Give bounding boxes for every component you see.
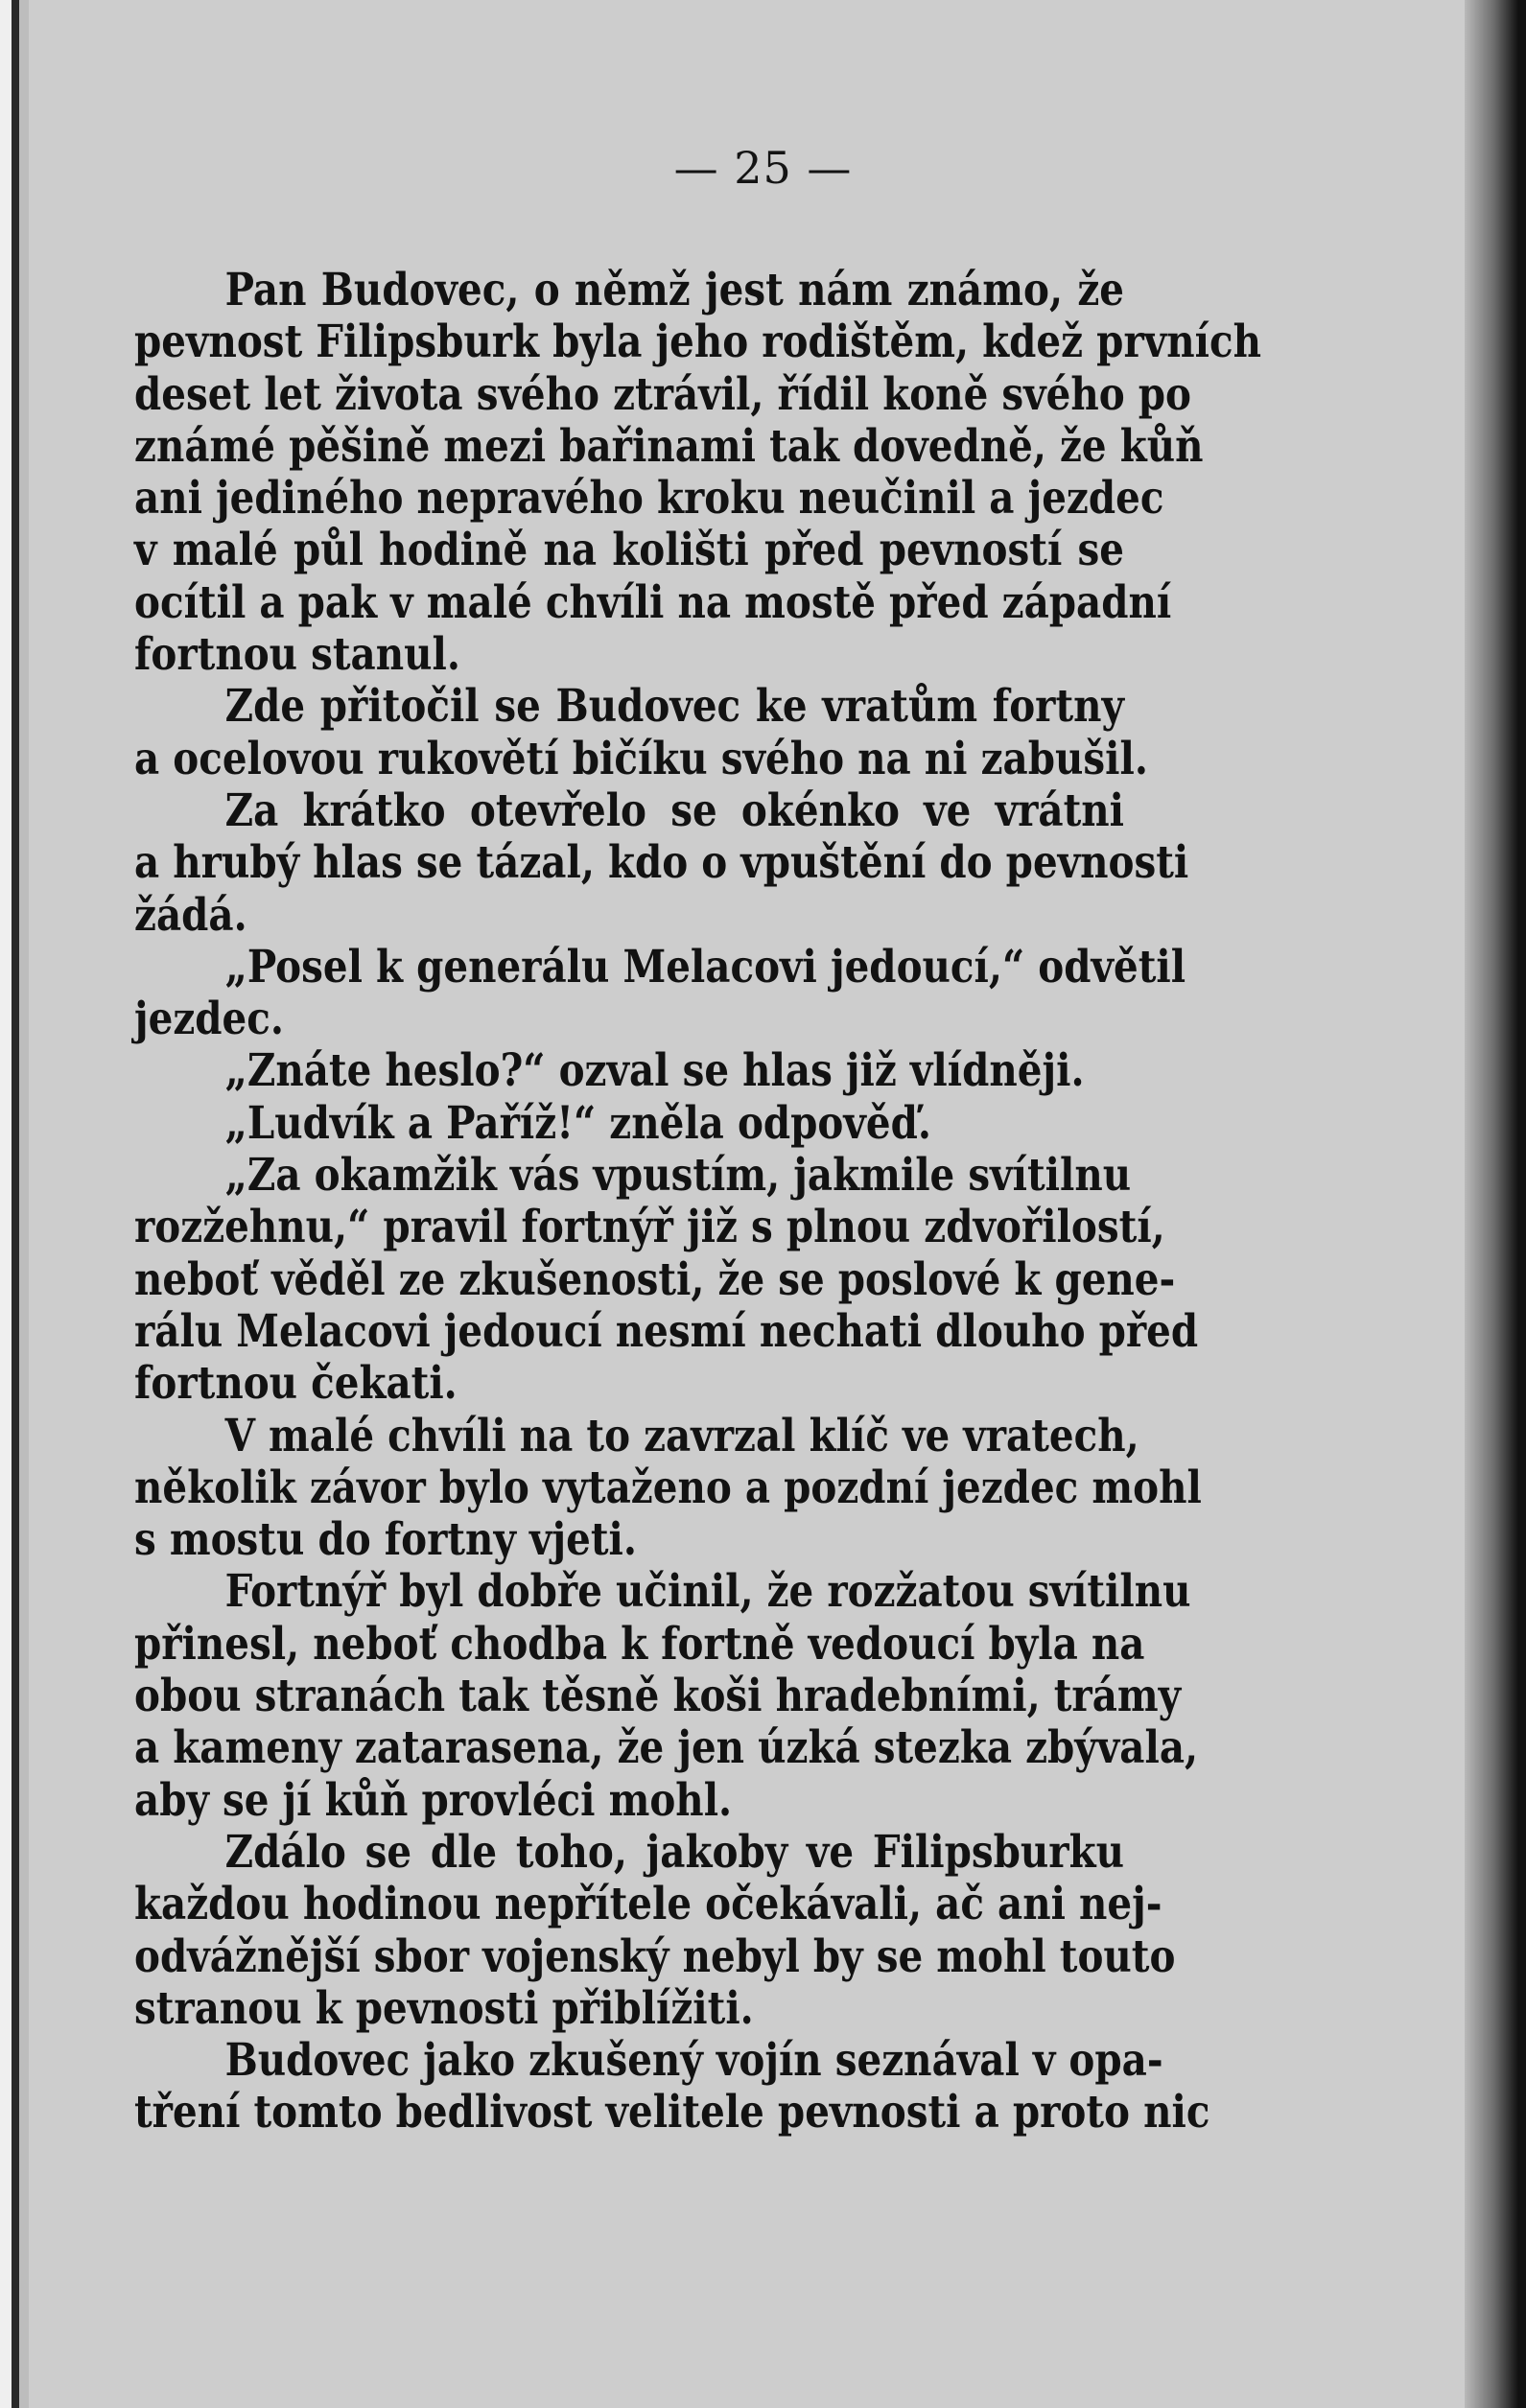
text-line: aby se jí kůň provléci mohl. — [134, 1773, 733, 1827]
text-line: každou hodinou nepřítele očekávali, ač ani nej- — [134, 1878, 1162, 1931]
page-left-edge — [0, 0, 29, 2408]
text-line: rozžehnu,“ pravil fortnýř již s plnou zdvořilostí, — [134, 1201, 1165, 1254]
text-line: V malé chvíli na to zavrzal klíč ve vratech, — [224, 1409, 1139, 1462]
text-line: a ocelovou rukovětí bičíku svého na ni zabušil. — [134, 732, 1148, 785]
text-line: tření tomto bedlivost velitele pevnosti a proto nic — [134, 2086, 1210, 2139]
text-line: Zde přitočil se Budovec ke vratům fortny — [224, 680, 1125, 734]
body-text — [134, 264, 1261, 2139]
text-line: fortnou stanul. — [134, 628, 460, 682]
text-line: „Za okamžik vás vpustím, jakmile svítilnu — [224, 1149, 1132, 1203]
text-line: neboť věděl ze zkušenosti, že se poslové k gene- — [134, 1252, 1176, 1306]
text-line: rálu Melacovi jedoucí nesmí nechati dlouho před — [134, 1304, 1199, 1358]
text-line: Za krátko otevřelo se okénko ve vrátni — [224, 783, 1125, 837]
text-line: jezdec. — [134, 993, 284, 1046]
text-line: ani jediného nepravého kroku neučinil a jezdec — [134, 472, 1164, 526]
text-line: deset let života svého ztrávil, řídil koně svého po — [134, 367, 1191, 421]
text-line: známé pěšině mezi bařinami tak dovedně, že kůň — [134, 419, 1204, 473]
text-line: pevnost Filipsburk byla jeho rodištěm, kdež prvních — [134, 316, 1261, 369]
text-line: v malé půl hodině na kolišti před pevností se — [134, 524, 1124, 577]
page-right-edge — [1465, 0, 1526, 2408]
text-line: s mostu do fortny vjeti. — [134, 1513, 637, 1567]
text-line: „Ludvík a Paříž!“ zněla odpověď. — [224, 1096, 931, 1150]
text-line: odvážnější sbor vojenský nebyl by se mohl touto — [134, 1929, 1176, 1983]
text-line: „Znáte heslo?“ ozval se hlas již vlídněji. — [224, 1044, 1085, 1098]
text-line: Fortnýř byl dobře učinil, že rozžatou svítilnu — [224, 1565, 1191, 1619]
text-line: obou stranách tak těsně koši hradebními, trámy — [134, 1670, 1182, 1723]
text-line: a kameny zatarasena, že jen úzká stezka zbývala, — [134, 1721, 1199, 1775]
text-line: přinesl, neboť chodba k fortně vedoucí byla na — [134, 1617, 1145, 1671]
text-line: Zdálo se dle toho, jakoby ve Filipsburku — [224, 1825, 1125, 1879]
text-line: stranou k pevnosti přiblížiti. — [134, 1981, 754, 2035]
text-line: ocítil a pak v malé chvíli na mostě před západní — [134, 575, 1172, 629]
text-line: a hrubý hlas se tázal, kdo o vpuštění do pevnosti — [134, 836, 1189, 890]
text-line: „Posel k generálu Melacovi jedoucí,“ odvětil — [224, 940, 1186, 994]
text-line: žádá. — [134, 888, 247, 942]
page-number: — 25 — — [673, 142, 853, 194]
text-line: fortnou čekati. — [134, 1357, 458, 1411]
text-line: Budovec jako zkušený vojín seznával v opa- — [224, 2034, 1163, 2088]
text-line: několik závor bylo vytaženo a pozdní jezdec mohl — [134, 1461, 1202, 1514]
text-line: Pan Budovec, o němž jest nám známo, že — [224, 264, 1125, 316]
